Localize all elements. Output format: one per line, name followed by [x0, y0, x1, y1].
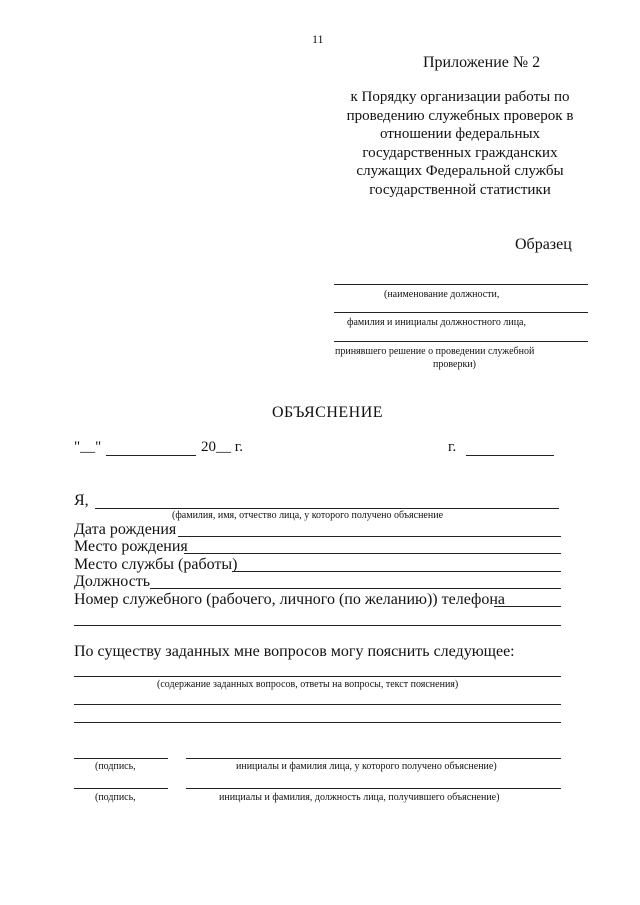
birth-place-label: Место рождения — [74, 538, 188, 555]
workplace-label: Место службы (работы) — [74, 556, 238, 573]
birth-date-label: Дата рождения — [74, 521, 177, 538]
date-month-line[interactable] — [106, 455, 196, 456]
explanation-line[interactable] — [74, 722, 561, 723]
signature-line[interactable] — [74, 788, 168, 789]
signature-line[interactable] — [74, 758, 168, 759]
date-year-field[interactable]: 20__ г. — [201, 439, 243, 455]
position-label: Должность — [74, 573, 151, 590]
addressee-line[interactable] — [334, 312, 588, 313]
appendix-title: Приложение № 2 — [423, 54, 541, 71]
explanation-line[interactable] — [74, 676, 561, 677]
city-line[interactable] — [466, 455, 554, 456]
date-day-field[interactable]: "__" — [74, 439, 102, 455]
appendix-line: проведению служебных проверок в — [346, 107, 574, 124]
phone-label: Номер служебного (рабочего, личного (по желанию)) телефона — [74, 591, 506, 608]
birth-date-line[interactable] — [178, 536, 561, 537]
full-name-caption: (фамилия, имя, отчество лица, у которого получено объяснение — [172, 510, 444, 521]
full-name-line[interactable] — [95, 508, 559, 509]
extra-line[interactable] — [74, 625, 561, 626]
workplace-line[interactable] — [232, 571, 561, 572]
phone-line[interactable] — [494, 606, 561, 607]
city-label: г. — [448, 439, 457, 455]
addressee-caption-decision: принявшего решение о проведении служебной — [335, 346, 535, 357]
signature-caption: (подпись, — [95, 761, 136, 772]
page-number: 11 — [312, 32, 324, 46]
explanation-caption: (содержание заданных вопросов, ответы на вопросы, текст пояснения) — [157, 679, 459, 690]
explanation-heading: По существу заданных мне вопросов могу пояснить следующее: — [74, 643, 515, 660]
explanation-line[interactable] — [74, 704, 561, 705]
addressee-caption-name: фамилия и инициалы должностного лица, — [347, 317, 526, 328]
ya-label: Я, — [74, 492, 89, 509]
receiver-name-line[interactable] — [186, 788, 561, 789]
appendix-line: государственной статистики — [369, 181, 551, 198]
appendix-line: отношении федеральных — [379, 126, 541, 142]
addressee-caption-position: (наименование должности, — [384, 289, 500, 300]
signer-name-line[interactable] — [186, 758, 561, 759]
addressee-line[interactable] — [334, 341, 588, 342]
sample-label: Образец — [515, 236, 572, 253]
appendix-line: государственных гражданских — [362, 144, 558, 161]
position-line[interactable] — [150, 588, 561, 589]
document-title: ОБЪЯСНЕНИЕ — [272, 404, 384, 421]
addressee-caption-check: проверки) — [433, 359, 476, 370]
signer-name-caption: инициалы и фамилия лица, у которого получено объяснение) — [236, 761, 497, 772]
appendix-text — [330, 88, 590, 199]
addressee-line[interactable] — [334, 284, 588, 285]
receiver-name-caption: инициалы и фамилия, должность лица, получившего объяснение) — [219, 792, 500, 803]
birth-place-line[interactable] — [184, 553, 561, 554]
appendix-line: служащих Федеральной службы — [356, 163, 564, 179]
signature-caption: (подпись, — [95, 792, 136, 803]
appendix-line: к Порядку организации работы по — [350, 89, 570, 105]
